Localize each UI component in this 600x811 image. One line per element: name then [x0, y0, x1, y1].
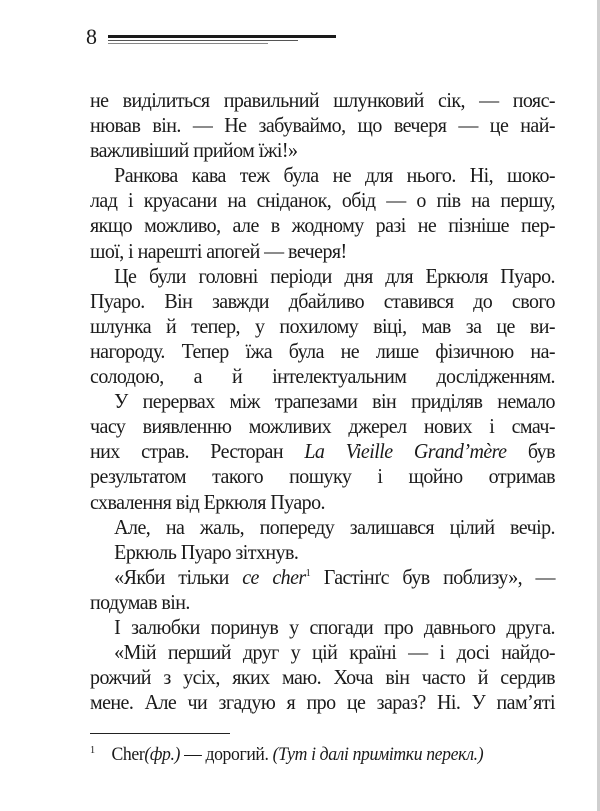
text-line	[90, 665, 555, 690]
text-segment: Але, на жаль, попереду залишався цілий вечір.	[114, 514, 556, 539]
text-segment: мене. Але чи згадую я про це зараз? Ні. У пам’яті	[90, 690, 555, 715]
text-segment: важливіший прийом їжі!»	[90, 138, 298, 163]
text-segment: рожчий з усіх, яких маю. Хоча він часто й сердив	[90, 665, 555, 690]
text-segment: подумав він.	[90, 589, 190, 614]
text-line	[90, 414, 555, 439]
text-line	[90, 640, 555, 665]
body-text	[90, 88, 555, 715]
text-line	[90, 239, 555, 264]
text-line	[90, 565, 555, 590]
text-line	[90, 289, 555, 314]
text-segment: Ранкова кава теж була не для нього. Ні, шоко-	[114, 163, 556, 188]
text-line	[90, 113, 555, 138]
header-rule	[108, 43, 268, 44]
text-segment: лад і круасани на сніданок, обід — о пів на першу,	[90, 188, 555, 213]
text-segment: У перервах між трапезами він приділяв немало	[114, 389, 556, 414]
footnote-reference: 1	[305, 566, 311, 579]
text-line	[90, 264, 555, 289]
text-segment: шлунка й тепер, у похилому віці, мав за це ви-	[90, 313, 555, 338]
footnote-rule	[90, 733, 230, 734]
text-segment: нював він. — Не забуваймо, що вечеря — це най-	[90, 113, 555, 138]
footnote-term: Cher	[111, 744, 145, 765]
footnote	[90, 744, 483, 766]
text-segment: Це були головні періоди дня для Еркюля Пуаро.	[114, 263, 556, 288]
text-segment: «Якби тільки	[114, 564, 243, 589]
footnote-marker: 1	[90, 744, 95, 756]
text-line	[90, 464, 555, 489]
text-line	[90, 339, 555, 364]
text-segment: результатом такого пошуку і щойно отримав	[90, 464, 555, 489]
text-line	[90, 163, 555, 188]
page-number: 8	[86, 24, 97, 49]
text-line	[90, 314, 555, 339]
text-line	[90, 213, 555, 238]
text-line	[90, 439, 555, 464]
text-line	[90, 88, 555, 113]
italic-text: ce cher	[242, 564, 306, 589]
text-segment: них страв. Ресторан	[90, 439, 305, 464]
text-line	[90, 490, 555, 515]
text-segment: Гастінґс був поблизу», —	[310, 564, 555, 589]
text-segment: якщо можливо, але в жодному разі не пізніше пер-	[90, 213, 555, 238]
text-line	[90, 188, 555, 213]
text-segment: І залюбки поринув у спогади про давнього друга.	[114, 614, 556, 639]
footnote-note: (Тут і далі примітки перекл.)	[272, 744, 484, 765]
text-line	[90, 389, 555, 414]
text-line	[90, 615, 555, 640]
text-segment: солодою, а й інтелектуальним дослідженням.	[90, 364, 555, 389]
text-segment: був	[506, 439, 555, 464]
text-line	[90, 540, 555, 565]
text-line	[90, 590, 555, 615]
footnote-lang: (фр.)	[144, 744, 181, 765]
text-segment: Еркюль Пуаро зітхнув.	[114, 539, 299, 564]
header-rule	[108, 35, 336, 38]
text-segment: шої, і нарешті апогей — вечеря!	[90, 238, 347, 263]
italic-text: La Vieille Grand’mère	[304, 439, 507, 464]
text-line	[90, 515, 555, 540]
text-line	[90, 364, 555, 389]
header-rule	[108, 40, 298, 41]
text-segment: схвалення від Еркюля Пуаро.	[90, 489, 325, 514]
text-line	[90, 690, 555, 715]
text-segment: не виділиться правильний шлунковий сік, — пояс-	[90, 88, 555, 112]
footnote-definition: — дорогий.	[180, 744, 273, 765]
text-segment: Пуаро. Він завжди дбайливо ставився до свого	[90, 288, 555, 313]
text-line	[90, 138, 555, 163]
text-segment: нагороду. Тепер їжа була не лише фізичною на-	[90, 338, 555, 363]
text-segment: часу виявленню можливих джерел нових і смач-	[90, 414, 555, 439]
text-segment: «Мій перший друг у цій країні — і досі найдо-	[114, 640, 556, 665]
